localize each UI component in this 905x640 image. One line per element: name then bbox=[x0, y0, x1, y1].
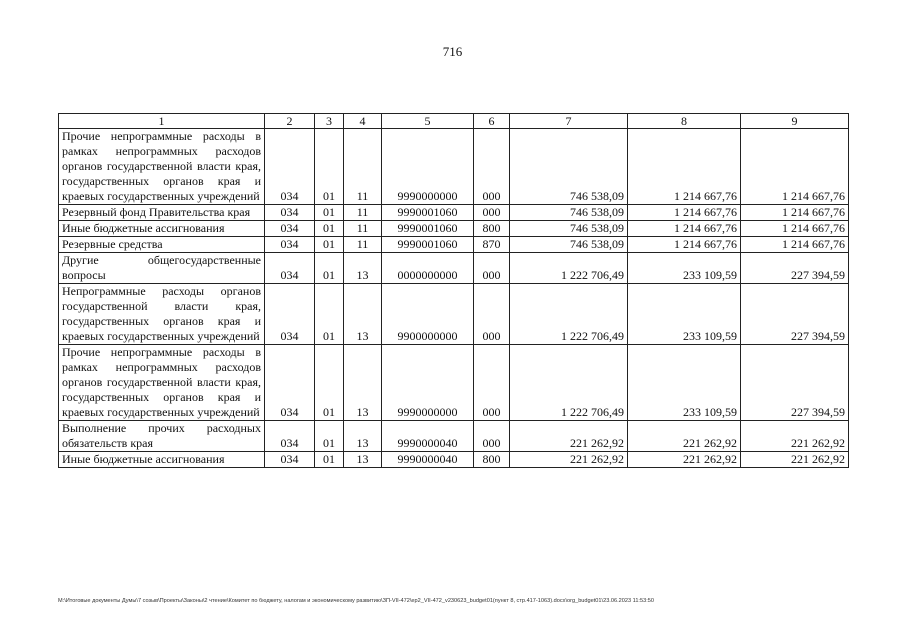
cell-expense-type: 000 bbox=[474, 284, 510, 345]
cell-section: 01 bbox=[315, 237, 344, 253]
cell-amount-8: 233 109,59 bbox=[628, 345, 741, 421]
cell-section: 01 bbox=[315, 221, 344, 237]
cell-amount-7: 746 538,09 bbox=[510, 129, 628, 205]
cell-ministry: 034 bbox=[265, 284, 315, 345]
cell-ministry: 034 bbox=[265, 237, 315, 253]
table-row bbox=[59, 221, 849, 237]
cell-section: 01 bbox=[315, 129, 344, 205]
cell-subsection: 13 bbox=[344, 345, 382, 421]
cell-section: 01 bbox=[315, 253, 344, 284]
cell-expense-type: 800 bbox=[474, 452, 510, 468]
table-row bbox=[59, 421, 849, 452]
cell-target-article: 9990001060 bbox=[382, 221, 474, 237]
cell-ministry: 034 bbox=[265, 205, 315, 221]
cell-amount-9: 1 214 667,76 bbox=[741, 205, 849, 221]
table-row bbox=[59, 205, 849, 221]
cell-amount-7: 746 538,09 bbox=[510, 221, 628, 237]
cell-amount-8: 233 109,59 bbox=[628, 253, 741, 284]
cell-ministry: 034 bbox=[265, 345, 315, 421]
page-number: 716 bbox=[442, 44, 463, 59]
row-name: Прочие непрограммные расходы в рамках непрограммных расходов органов государственной власти края, государственных органов края и краевых государственных учреждений bbox=[59, 345, 265, 421]
cell-ministry: 034 bbox=[265, 452, 315, 468]
cell-amount-9: 221 262,92 bbox=[741, 421, 849, 452]
cell-amount-9: 221 262,92 bbox=[741, 452, 849, 468]
cell-amount-8: 233 109,59 bbox=[628, 284, 741, 345]
cell-target-article: 9990000040 bbox=[382, 421, 474, 452]
cell-amount-7: 221 262,92 bbox=[510, 421, 628, 452]
row-name: Непрограммные расходы органов государственной власти края, государственных органов края и краевых государственных учреждений bbox=[59, 284, 265, 345]
row-name: Иные бюджетные ассигнования bbox=[59, 221, 265, 237]
cell-subsection: 11 bbox=[344, 221, 382, 237]
col-header-1: 1 bbox=[59, 114, 265, 129]
table-row bbox=[59, 345, 849, 421]
cell-ministry: 034 bbox=[265, 421, 315, 452]
row-name: Резервный фонд Правительства края bbox=[59, 205, 265, 221]
cell-subsection: 11 bbox=[344, 205, 382, 221]
cell-amount-7: 1 222 706,49 bbox=[510, 284, 628, 345]
col-header-5: 5 bbox=[382, 114, 474, 129]
cell-amount-9: 1 214 667,76 bbox=[741, 237, 849, 253]
budget-table bbox=[58, 113, 849, 468]
cell-section: 01 bbox=[315, 452, 344, 468]
cell-subsection: 11 bbox=[344, 129, 382, 205]
table-body bbox=[59, 129, 849, 468]
cell-amount-8: 1 214 667,76 bbox=[628, 221, 741, 237]
cell-expense-type: 000 bbox=[474, 345, 510, 421]
row-name: Другие общегосударственные вопросы bbox=[59, 253, 265, 284]
cell-amount-8: 1 214 667,76 bbox=[628, 237, 741, 253]
row-name: Прочие непрограммные расходы в рамках непрограммных расходов органов государственной власти края, государственных органов края и краевых государственных учреждений bbox=[59, 129, 265, 205]
table-row bbox=[59, 452, 849, 468]
cell-ministry: 034 bbox=[265, 221, 315, 237]
table-row bbox=[59, 253, 849, 284]
row-name: Резервные средства bbox=[59, 237, 265, 253]
header-row bbox=[59, 114, 849, 129]
cell-amount-7: 1 222 706,49 bbox=[510, 253, 628, 284]
cell-target-article: 9990000000 bbox=[382, 345, 474, 421]
cell-target-article: 9990001060 bbox=[382, 205, 474, 221]
cell-amount-7: 746 538,09 bbox=[510, 205, 628, 221]
cell-amount-7: 746 538,09 bbox=[510, 237, 628, 253]
cell-section: 01 bbox=[315, 421, 344, 452]
cell-subsection: 11 bbox=[344, 237, 382, 253]
cell-subsection: 13 bbox=[344, 452, 382, 468]
cell-target-article: 9990000040 bbox=[382, 452, 474, 468]
cell-amount-8: 221 262,92 bbox=[628, 421, 741, 452]
cell-subsection: 13 bbox=[344, 421, 382, 452]
document-file-path: M:\Итоговые документы Думы\7 созыв\Проекты\Законы\2 чтение\Комитет по бюджету, налогам и экономическому развитию\ЗП-VII-472\ер2_VII-472_v230623_budget01(пункт 8, стр.417-1063).docx\org_budget01\23.06.2023 11:53:50 bbox=[58, 598, 654, 604]
cell-expense-type: 000 bbox=[474, 205, 510, 221]
table-row bbox=[59, 284, 849, 345]
cell-amount-9: 227 394,59 bbox=[741, 284, 849, 345]
table-row bbox=[59, 129, 849, 205]
cell-amount-7: 1 222 706,49 bbox=[510, 345, 628, 421]
row-name: Выполнение прочих расходных обязательств края bbox=[59, 421, 265, 452]
cell-subsection: 13 bbox=[344, 253, 382, 284]
cell-subsection: 13 bbox=[344, 284, 382, 345]
cell-ministry: 034 bbox=[265, 253, 315, 284]
col-header-9: 9 bbox=[741, 114, 849, 129]
cell-section: 01 bbox=[315, 345, 344, 421]
cell-target-article: 9990000000 bbox=[382, 129, 474, 205]
cell-ministry: 034 bbox=[265, 129, 315, 205]
table-row bbox=[59, 237, 849, 253]
row-name: Иные бюджетные ассигнования bbox=[59, 452, 265, 468]
cell-amount-8: 1 214 667,76 bbox=[628, 129, 741, 205]
cell-amount-8: 1 214 667,76 bbox=[628, 205, 741, 221]
col-header-7: 7 bbox=[510, 114, 628, 129]
cell-expense-type: 000 bbox=[474, 421, 510, 452]
cell-amount-9: 227 394,59 bbox=[741, 253, 849, 284]
cell-amount-9: 1 214 667,76 bbox=[741, 221, 849, 237]
cell-section: 01 bbox=[315, 205, 344, 221]
cell-amount-9: 227 394,59 bbox=[741, 345, 849, 421]
cell-expense-type: 870 bbox=[474, 237, 510, 253]
cell-expense-type: 800 bbox=[474, 221, 510, 237]
col-header-6: 6 bbox=[474, 114, 510, 129]
cell-target-article: 9990001060 bbox=[382, 237, 474, 253]
cell-target-article: 0000000000 bbox=[382, 253, 474, 284]
cell-amount-9: 1 214 667,76 bbox=[741, 129, 849, 205]
cell-target-article: 9900000000 bbox=[382, 284, 474, 345]
col-header-8: 8 bbox=[628, 114, 741, 129]
cell-section: 01 bbox=[315, 284, 344, 345]
cell-expense-type: 000 bbox=[474, 129, 510, 205]
col-header-3: 3 bbox=[315, 114, 344, 129]
col-header-4: 4 bbox=[344, 114, 382, 129]
cell-amount-7: 221 262,92 bbox=[510, 452, 628, 468]
cell-amount-8: 221 262,92 bbox=[628, 452, 741, 468]
col-header-2: 2 bbox=[265, 114, 315, 129]
cell-expense-type: 000 bbox=[474, 253, 510, 284]
